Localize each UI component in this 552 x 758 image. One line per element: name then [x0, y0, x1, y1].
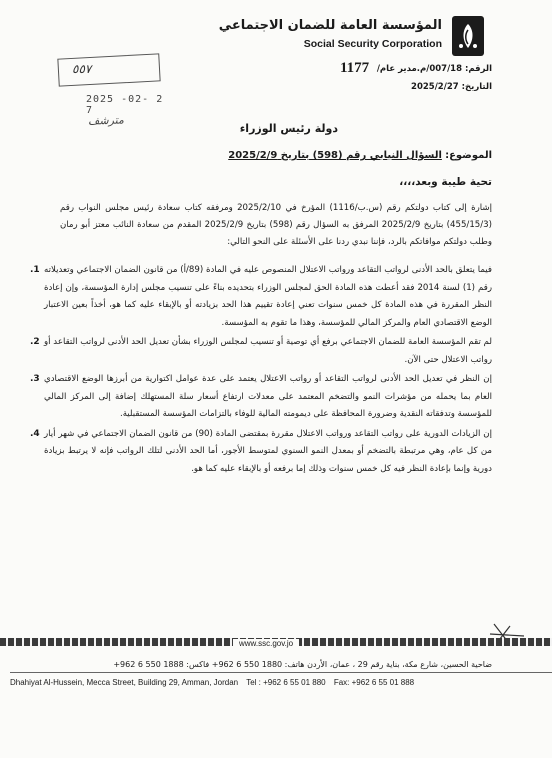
- stamp-word: مترشف: [87, 114, 125, 128]
- footer-address-english: [10, 678, 420, 687]
- intro-paragraph: إشارة إلى كتاب دولتكم رقم (س.ب/1116) المؤرخ في 2025/2/10 ومرفقه كتاب سعادة رئيس مجلس النواب رقم (455/15/3) بتاريخ 2025/2/9 المرفق به السؤال رقم (598) بتاريخ 2025/2/9 المقدم من سعادة النائب معتز أبو رمان وطلب دولتكم موافاتكم بالرد، فإننا نبدي ردنا على الأسئلة على النحو التالي:: [60, 203, 492, 247]
- website-url: www.ssc.gov.jo: [233, 639, 299, 648]
- subject-line: [228, 150, 492, 161]
- received-stamp: [58, 56, 166, 136]
- org-name-arabic: المؤسسة العامة للضمان الاجتماعي: [218, 18, 442, 33]
- item-number: 1.: [30, 265, 40, 275]
- recipient: دولة رئيس الوزراء: [239, 122, 338, 135]
- footer-divider: [10, 672, 552, 673]
- footer-address-arabic: ضاحية الحسين، شارع مكة، بناية رقم 29 ، عمان، الأردن هاتف: 1880 550 6 962+ فاكس: 1888 550 6 962+: [113, 660, 492, 669]
- item-text: لم تقم المؤسسة العامة للضمان الاجتماعي برفع أي توصية أو تنسيب لمجلس الوزراء بشأن تعديل الحد الأدنى لرواتب التقاعد أو رواتب الاعتلال حتى الآن.: [44, 337, 492, 365]
- fax: Fax: +962 6 55 01 888: [333, 678, 415, 687]
- item-text: إن الزيادات الدورية على رواتب التقاعد ورواتب الاعتلال مقررة بمقتضى المادة (90) من قانون الضمان الاجتماعي في شهر أيار من كل عام، وهي مرتبطة بالتضخم أو بمعدل النمو السنوي لمتوسط الأجور، أما الحد الأدنى لتلك الرواتب فإنه لا يرتبط بزيادة دورية وإنما بإعادة النظر فيه كل خمس سنوات وذلك إما برفعه أو بالإبقاء عليه كما هو.: [44, 428, 492, 474]
- item-number: 4.: [30, 428, 40, 439]
- list-item: [30, 334, 492, 369]
- item-number: 3.: [30, 374, 40, 384]
- address-english: Dhahiyat Al-Hussein, Mecca Street, Building 29, Amman, Jordan: [10, 678, 239, 687]
- ssc-logo-icon: [452, 16, 484, 56]
- stamp-date: 2025 -02- 2 7: [86, 94, 164, 116]
- item-text: فيما يتعلق بالحد الأدنى لرواتب التقاعد ورواتب الاعتلال المنصوص عليه في المادة (89/أ) من قانون الضمان الاجتماعي وتعديلاته رقم (1) لسنة 2014 فقد أعطت هذه المادة الحق لمجلس الوزراء بتحديده بناءً على تنسيب مجلس إدارة المؤسسة، وإن إعادة النظر المقررة في هذه المادة كل خمس سنوات تعني إعادة تقييم هذا الحد بزيادته أو بالإبقاء عليه كما هو، أخذاً بعين الاعتبار الوضع الاقتصادي العام والمركز المالي للمؤسسة، وهذا ما تقوم به المؤسسة.: [44, 265, 492, 328]
- item-number: 2.: [30, 337, 40, 347]
- letter-date: التاريخ: 2025/2/27: [411, 82, 492, 92]
- reference-number: 1177: [340, 60, 370, 76]
- subject-text: السؤال النيابي رقم (598) بتاريخ 2025/2/9: [228, 150, 442, 161]
- org-name-english: Social Security Corporation: [303, 38, 442, 50]
- response-list: [30, 262, 492, 480]
- list-item: [30, 371, 492, 424]
- stamp-number: ٥٥٧: [72, 62, 92, 76]
- telephone: Tel : +962 6 55 01 880: [246, 678, 326, 687]
- greeting: تحية طيبة وبعد،،،،: [399, 176, 492, 188]
- subject-label: الموضوع:: [445, 150, 492, 161]
- reference-label: الرقم: 007/18/م.مدير عام/: [376, 64, 492, 74]
- list-item: [30, 262, 492, 332]
- item-text: إن النظر في تعديل الحد الأدنى لرواتب التقاعد أو رواتب الاعتلال يعتمد على عدة عوامل اكتوارية من أبرزها الوضع الاقتصادي العام بما يحمله من مؤشرات النمو والتضخم المعتمد على معدلات ارتفاع أسعار سلة المستهلك إضافة إلى المركز المالي للمؤسسة وتدفقاته النقدية وضرورة المحافظة على ديمومته المالية للوفاء بالتزامات المؤسسة المستقبلية.: [44, 374, 492, 419]
- list-item: [30, 426, 492, 479]
